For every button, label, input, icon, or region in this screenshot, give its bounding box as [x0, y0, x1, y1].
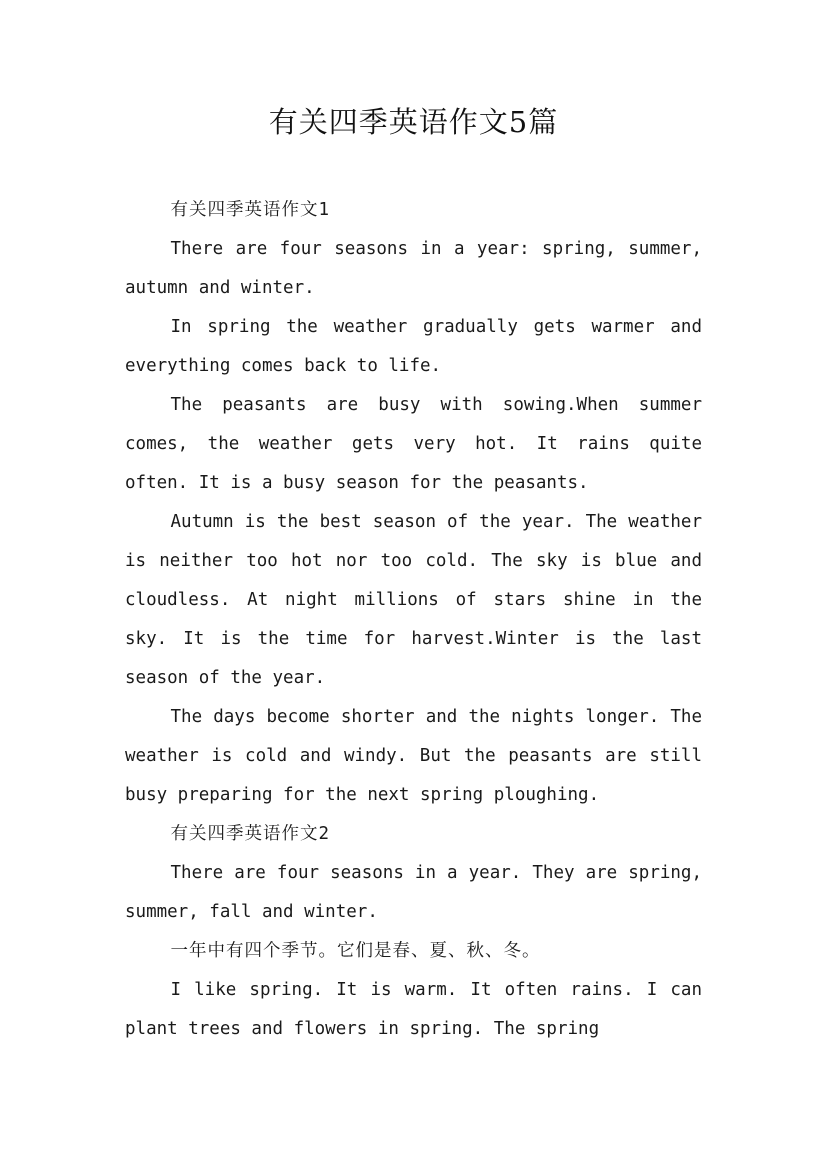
- paragraph-chinese: 一年中有四个季节。它们是春、夏、秋、冬。: [170, 941, 541, 961]
- paragraph: There are four seasons in a year: spring, summer, autumn and winter.: [125, 239, 702, 298]
- document-body: [125, 191, 702, 1049]
- paragraph: There are four seasons in a year. They are spring, summer, fall and winter.: [125, 863, 702, 922]
- paragraph: I like spring. It is warm. It often rains. I can plant trees and flowers in spring. The spring: [125, 980, 702, 1039]
- section-heading: 有关四季英语作文2: [170, 824, 331, 844]
- document-title: 有关四季英语作文5篇: [268, 105, 559, 139]
- paragraph: In spring the weather gradually gets warmer and everything comes back to life.: [125, 317, 702, 376]
- paragraph: The peasants are busy with sowing.When summer comes, the weather gets very hot. It rains quite often. It is a busy season for the peasants.: [125, 395, 702, 493]
- paragraph: The days become shorter and the nights longer. The weather is cold and windy. But the peasants are still busy preparing for the next spring ploughing.: [125, 707, 702, 805]
- section-heading: 有关四季英语作文1: [170, 200, 331, 220]
- paragraph: Autumn is the best season of the year. The weather is neither too hot nor too cold. The sky is blue and cloudless. At night millions of stars shine in the sky. It is the time for harvest.Winter is the last season of the year.: [125, 512, 702, 688]
